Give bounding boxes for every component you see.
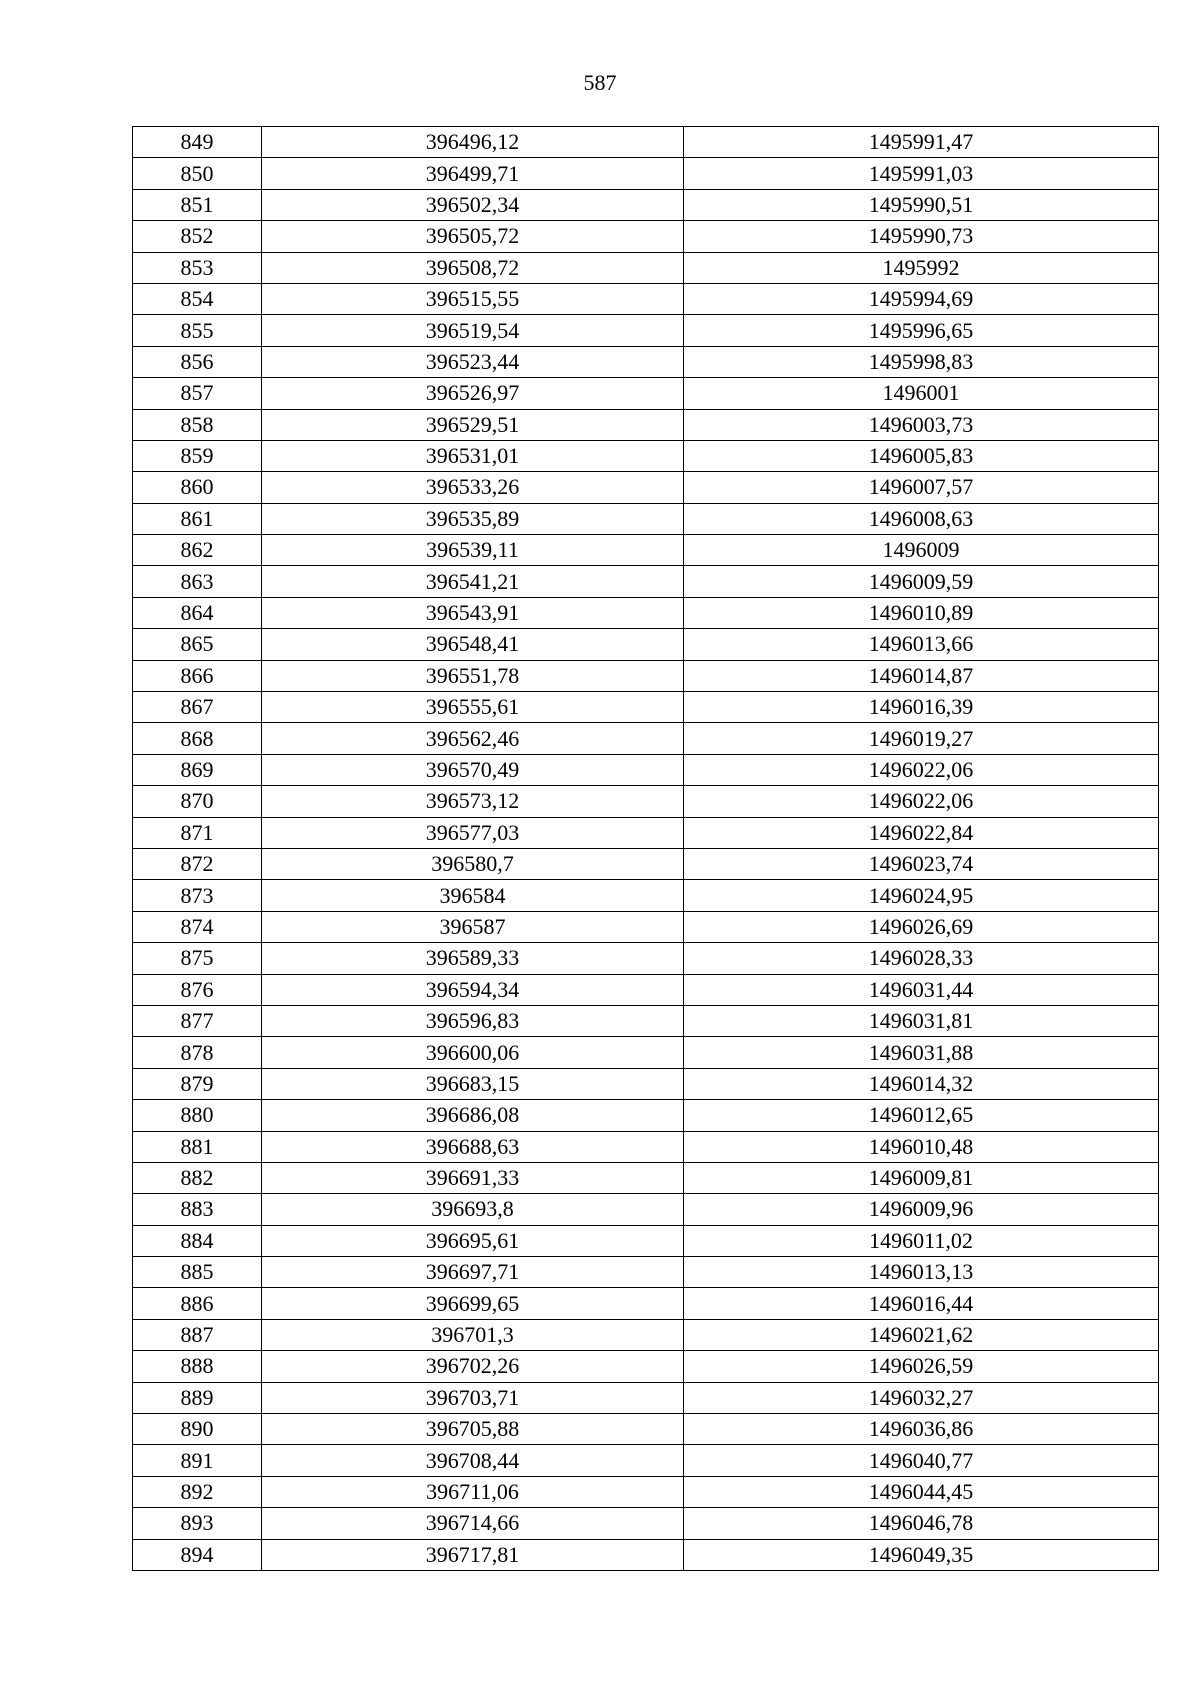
y-coordinate-cell: 1495991,03 [684, 158, 1159, 189]
point-number-cell: 894 [133, 1539, 262, 1570]
y-coordinate-cell: 1496044,45 [684, 1476, 1159, 1507]
table-row [133, 1319, 1159, 1350]
x-coordinate-cell: 396600,06 [262, 1037, 684, 1068]
point-number-cell: 860 [133, 472, 262, 503]
table-row [133, 597, 1159, 628]
x-coordinate-cell: 396701,3 [262, 1319, 684, 1350]
table-row [133, 786, 1159, 817]
y-coordinate-cell: 1496021,62 [684, 1319, 1159, 1350]
table-row [133, 1131, 1159, 1162]
y-coordinate-cell: 1496026,59 [684, 1351, 1159, 1382]
x-coordinate-cell: 396589,33 [262, 943, 684, 974]
y-coordinate-cell: 1496022,06 [684, 786, 1159, 817]
y-coordinate-cell: 1496031,88 [684, 1037, 1159, 1068]
table-row [133, 629, 1159, 660]
y-coordinate-cell: 1496010,48 [684, 1131, 1159, 1162]
x-coordinate-cell: 396531,01 [262, 440, 684, 471]
y-coordinate-cell: 1496023,74 [684, 848, 1159, 879]
x-coordinate-cell: 396683,15 [262, 1068, 684, 1099]
point-number-cell: 867 [133, 692, 262, 723]
y-coordinate-cell: 1496005,83 [684, 440, 1159, 471]
table-row [133, 346, 1159, 377]
point-number-cell: 890 [133, 1414, 262, 1445]
point-number-cell: 866 [133, 660, 262, 691]
point-number-cell: 850 [133, 158, 262, 189]
table-row [133, 440, 1159, 471]
point-number-cell: 856 [133, 346, 262, 377]
point-number-cell: 881 [133, 1131, 262, 1162]
y-coordinate-cell: 1496040,77 [684, 1445, 1159, 1476]
x-coordinate-cell: 396688,63 [262, 1131, 684, 1162]
x-coordinate-cell: 396686,08 [262, 1100, 684, 1131]
table-row [133, 848, 1159, 879]
table-row [133, 1005, 1159, 1036]
y-coordinate-cell: 1496001 [684, 378, 1159, 409]
y-coordinate-cell: 1496012,65 [684, 1100, 1159, 1131]
point-number-cell: 876 [133, 974, 262, 1005]
point-number-cell: 886 [133, 1288, 262, 1319]
table-row [133, 1414, 1159, 1445]
x-coordinate-cell: 396702,26 [262, 1351, 684, 1382]
y-coordinate-cell: 1496032,27 [684, 1382, 1159, 1413]
x-coordinate-cell: 396695,61 [262, 1225, 684, 1256]
table-row [133, 817, 1159, 848]
x-coordinate-cell: 396523,44 [262, 346, 684, 377]
x-coordinate-cell: 396502,34 [262, 189, 684, 220]
point-number-cell: 879 [133, 1068, 262, 1099]
y-coordinate-cell: 1496026,69 [684, 911, 1159, 942]
y-coordinate-cell: 1496028,33 [684, 943, 1159, 974]
table-row [133, 692, 1159, 723]
x-coordinate-cell: 396705,88 [262, 1414, 684, 1445]
point-number-cell: 863 [133, 566, 262, 597]
y-coordinate-cell: 1495996,65 [684, 315, 1159, 346]
point-number-cell: 851 [133, 189, 262, 220]
point-number-cell: 858 [133, 409, 262, 440]
point-number-cell: 891 [133, 1445, 262, 1476]
x-coordinate-cell: 396505,72 [262, 221, 684, 252]
table-row [133, 283, 1159, 314]
table-row [133, 880, 1159, 911]
x-coordinate-cell: 396596,83 [262, 1005, 684, 1036]
x-coordinate-cell: 396697,71 [262, 1257, 684, 1288]
point-number-cell: 893 [133, 1508, 262, 1539]
x-coordinate-cell: 396580,7 [262, 848, 684, 879]
table-row [133, 158, 1159, 189]
x-coordinate-cell: 396555,61 [262, 692, 684, 723]
point-number-cell: 877 [133, 1005, 262, 1036]
page-number: 587 [583, 70, 617, 95]
table-row [133, 723, 1159, 754]
x-coordinate-cell: 396711,06 [262, 1476, 684, 1507]
y-coordinate-cell: 1496010,89 [684, 597, 1159, 628]
point-number-cell: 880 [133, 1100, 262, 1131]
x-coordinate-cell: 396584 [262, 880, 684, 911]
y-coordinate-cell: 1495998,83 [684, 346, 1159, 377]
point-number-cell: 875 [133, 943, 262, 974]
table-row [133, 1445, 1159, 1476]
point-number-cell: 852 [133, 221, 262, 252]
point-number-cell: 878 [133, 1037, 262, 1068]
table-row [133, 1194, 1159, 1225]
y-coordinate-cell: 1496013,13 [684, 1257, 1159, 1288]
table-row [133, 911, 1159, 942]
y-coordinate-cell: 1495992 [684, 252, 1159, 283]
x-coordinate-cell: 396570,49 [262, 754, 684, 785]
y-coordinate-cell: 1496003,73 [684, 409, 1159, 440]
y-coordinate-cell: 1496009,59 [684, 566, 1159, 597]
y-coordinate-cell: 1496009,96 [684, 1194, 1159, 1225]
y-coordinate-cell: 1496022,06 [684, 754, 1159, 785]
y-coordinate-cell: 1496024,95 [684, 880, 1159, 911]
table-row [133, 378, 1159, 409]
y-coordinate-cell: 1496049,35 [684, 1539, 1159, 1570]
table-row [133, 252, 1159, 283]
y-coordinate-cell: 1496019,27 [684, 723, 1159, 754]
table-row [133, 1288, 1159, 1319]
point-number-cell: 849 [133, 127, 262, 158]
x-coordinate-cell: 396529,51 [262, 409, 684, 440]
table-row [133, 1225, 1159, 1256]
y-coordinate-cell: 1496016,39 [684, 692, 1159, 723]
point-number-cell: 872 [133, 848, 262, 879]
y-coordinate-cell: 1496036,86 [684, 1414, 1159, 1445]
table-row [133, 472, 1159, 503]
y-coordinate-cell: 1496014,32 [684, 1068, 1159, 1099]
x-coordinate-cell: 396699,65 [262, 1288, 684, 1319]
point-number-cell: 887 [133, 1319, 262, 1350]
point-number-cell: 874 [133, 911, 262, 942]
point-number-cell: 892 [133, 1476, 262, 1507]
table-row [133, 127, 1159, 158]
point-number-cell: 889 [133, 1382, 262, 1413]
table-row [133, 1539, 1159, 1570]
x-coordinate-cell: 396515,55 [262, 283, 684, 314]
point-number-cell: 885 [133, 1257, 262, 1288]
y-coordinate-cell: 1495991,47 [684, 127, 1159, 158]
x-coordinate-cell: 396519,54 [262, 315, 684, 346]
x-coordinate-cell: 396693,8 [262, 1194, 684, 1225]
table-row [133, 189, 1159, 220]
y-coordinate-cell: 1496009,81 [684, 1162, 1159, 1193]
y-coordinate-cell: 1496022,84 [684, 817, 1159, 848]
table-row [133, 1508, 1159, 1539]
table-row [133, 1257, 1159, 1288]
x-coordinate-cell: 396691,33 [262, 1162, 684, 1193]
table-row [133, 566, 1159, 597]
table-row [133, 1162, 1159, 1193]
x-coordinate-cell: 396533,26 [262, 472, 684, 503]
table-row [133, 974, 1159, 1005]
x-coordinate-cell: 396594,34 [262, 974, 684, 1005]
x-coordinate-cell: 396587 [262, 911, 684, 942]
x-coordinate-cell: 396551,78 [262, 660, 684, 691]
x-coordinate-cell: 396539,11 [262, 535, 684, 566]
x-coordinate-cell: 396541,21 [262, 566, 684, 597]
y-coordinate-cell: 1495990,73 [684, 221, 1159, 252]
point-number-cell: 861 [133, 503, 262, 534]
point-number-cell: 869 [133, 754, 262, 785]
y-coordinate-cell: 1495994,69 [684, 283, 1159, 314]
table-row [133, 943, 1159, 974]
table-row [133, 1037, 1159, 1068]
y-coordinate-cell: 1496016,44 [684, 1288, 1159, 1319]
x-coordinate-cell: 396508,72 [262, 252, 684, 283]
y-coordinate-cell: 1496031,44 [684, 974, 1159, 1005]
point-number-cell: 888 [133, 1351, 262, 1382]
table-row [133, 221, 1159, 252]
x-coordinate-cell: 396496,12 [262, 127, 684, 158]
point-number-cell: 873 [133, 880, 262, 911]
y-coordinate-cell: 1496014,87 [684, 660, 1159, 691]
y-coordinate-cell: 1496008,63 [684, 503, 1159, 534]
x-coordinate-cell: 396714,66 [262, 1508, 684, 1539]
point-number-cell: 855 [133, 315, 262, 346]
point-number-cell: 864 [133, 597, 262, 628]
y-coordinate-cell: 1496009 [684, 535, 1159, 566]
point-number-cell: 884 [133, 1225, 262, 1256]
y-coordinate-cell: 1496031,81 [684, 1005, 1159, 1036]
table-row [133, 1476, 1159, 1507]
x-coordinate-cell: 396573,12 [262, 786, 684, 817]
table-row [133, 1382, 1159, 1413]
y-coordinate-cell: 1496007,57 [684, 472, 1159, 503]
table-row [133, 754, 1159, 785]
coordinates-table-body [133, 127, 1159, 1571]
point-number-cell: 882 [133, 1162, 262, 1193]
point-number-cell: 862 [133, 535, 262, 566]
y-coordinate-cell: 1495990,51 [684, 189, 1159, 220]
y-coordinate-cell: 1496011,02 [684, 1225, 1159, 1256]
point-number-cell: 883 [133, 1194, 262, 1225]
y-coordinate-cell: 1496046,78 [684, 1508, 1159, 1539]
x-coordinate-cell: 396535,89 [262, 503, 684, 534]
point-number-cell: 857 [133, 378, 262, 409]
table-row [133, 409, 1159, 440]
coordinates-table [132, 126, 1159, 1571]
x-coordinate-cell: 396543,91 [262, 597, 684, 628]
table-row [133, 503, 1159, 534]
x-coordinate-cell: 396548,41 [262, 629, 684, 660]
x-coordinate-cell: 396577,03 [262, 817, 684, 848]
x-coordinate-cell: 396703,71 [262, 1382, 684, 1413]
y-coordinate-cell: 1496013,66 [684, 629, 1159, 660]
point-number-cell: 865 [133, 629, 262, 660]
table-row [133, 1100, 1159, 1131]
table-row [133, 315, 1159, 346]
x-coordinate-cell: 396499,71 [262, 158, 684, 189]
point-number-cell: 868 [133, 723, 262, 754]
table-row [133, 1068, 1159, 1099]
x-coordinate-cell: 396562,46 [262, 723, 684, 754]
table-row [133, 1351, 1159, 1382]
x-coordinate-cell: 396717,81 [262, 1539, 684, 1570]
table-row [133, 660, 1159, 691]
x-coordinate-cell: 396708,44 [262, 1445, 684, 1476]
x-coordinate-cell: 396526,97 [262, 378, 684, 409]
point-number-cell: 853 [133, 252, 262, 283]
point-number-cell: 871 [133, 817, 262, 848]
point-number-cell: 870 [133, 786, 262, 817]
table-row [133, 535, 1159, 566]
point-number-cell: 859 [133, 440, 262, 471]
point-number-cell: 854 [133, 283, 262, 314]
